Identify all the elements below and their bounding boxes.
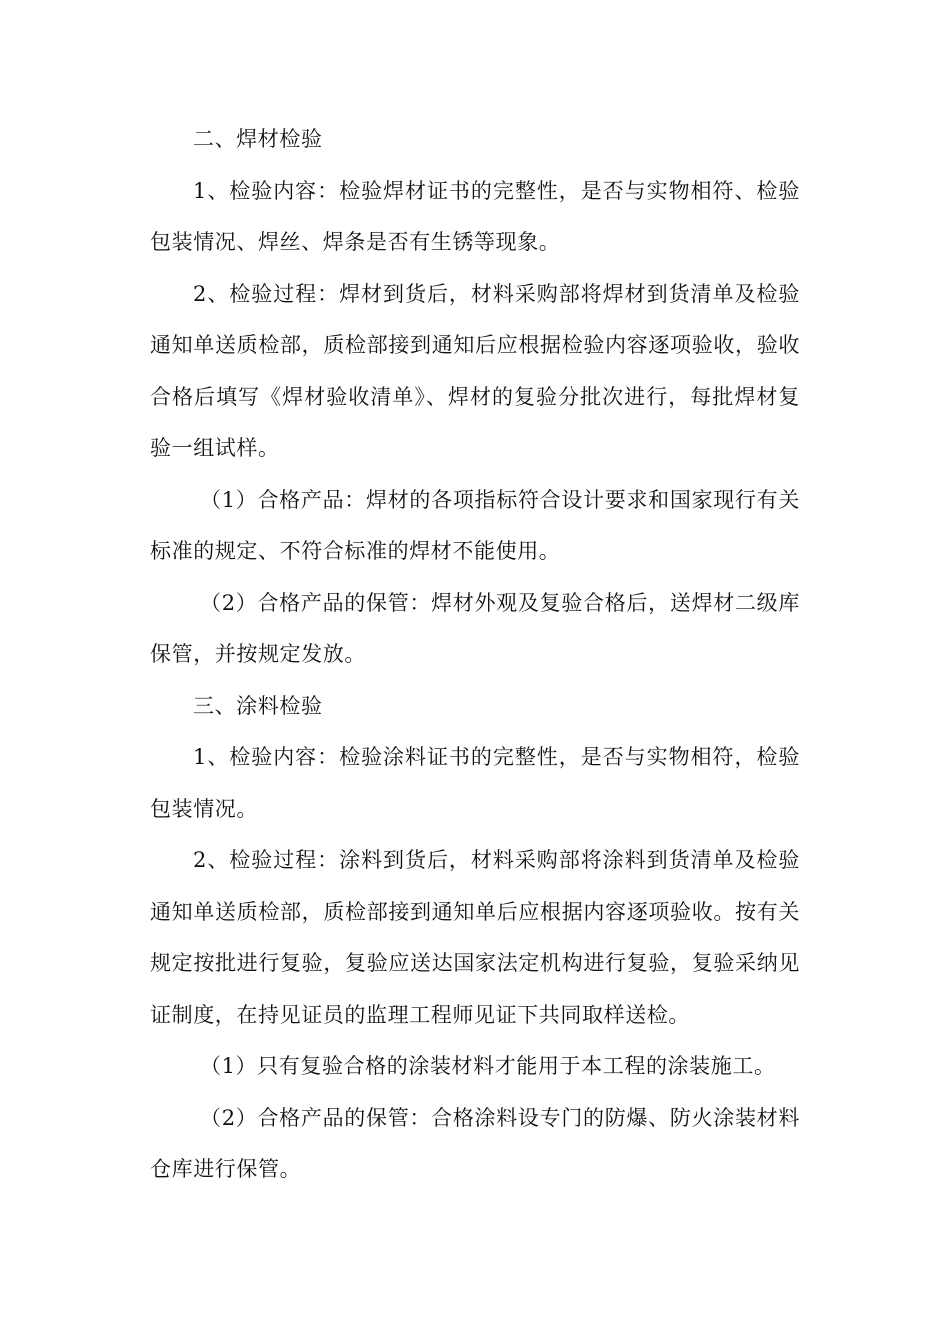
paragraph-welding-inspection-process: 2、检验过程：焊材到货后，材料采购部将焊材到货清单及检验通知单送质检部，质检部接到通知后应根据检验内容逐项验收，验收合格后填写《焊材验收清单》、焊材的复验分批次进行，每批焊材复验一组试样。 <box>150 281 800 460</box>
paragraph-welding-product-storage: （2）合格产品的保管：焊材外观及复验合格后，送焊材二级库保管，并按规定发放。 <box>150 590 800 666</box>
paragraph-welding-qualified-product: （1）合格产品：焊材的各项指标符合设计要求和国家现行有关标准的规定、不符合标准的焊材不能使用。 <box>150 487 800 563</box>
paragraph-coating-inspection-content: 1、检验内容：检验涂料证书的完整性，是否与实物相符，检验包装情况。 <box>150 745 800 821</box>
paragraph-coating-qualified-use: （1）只有复验合格的涂装材料才能用于本工程的涂装施工。 <box>200 1054 776 1078</box>
document-body <box>150 114 800 1196</box>
paragraph-welding-inspection-content: 1、检验内容：检验焊材证书的完整性，是否与实物相符、检验包装情况、焊丝、焊条是否有生锈等现象。 <box>150 178 800 254</box>
paragraph-coating-product-storage: （2）合格产品的保管：合格涂料设专门的防爆、防火涂装材料仓库进行保管。 <box>150 1105 800 1181</box>
paragraph-coating-inspection-process: 2、检验过程：涂料到货后，材料采购部将涂料到货清单及检验通知单送质检部，质检部接到通知单后应根据内容逐项验收。按有关规定按批进行复验，复验应送达国家法定机构进行复验，复验采纳见证制度，在持见证员的监理工程师见证下共同取样送检。 <box>150 848 800 1027</box>
section-heading-welding-inspection: 二、焊材检验 <box>193 127 323 151</box>
section-heading-coating-inspection: 三、涂料检验 <box>193 693 323 718</box>
